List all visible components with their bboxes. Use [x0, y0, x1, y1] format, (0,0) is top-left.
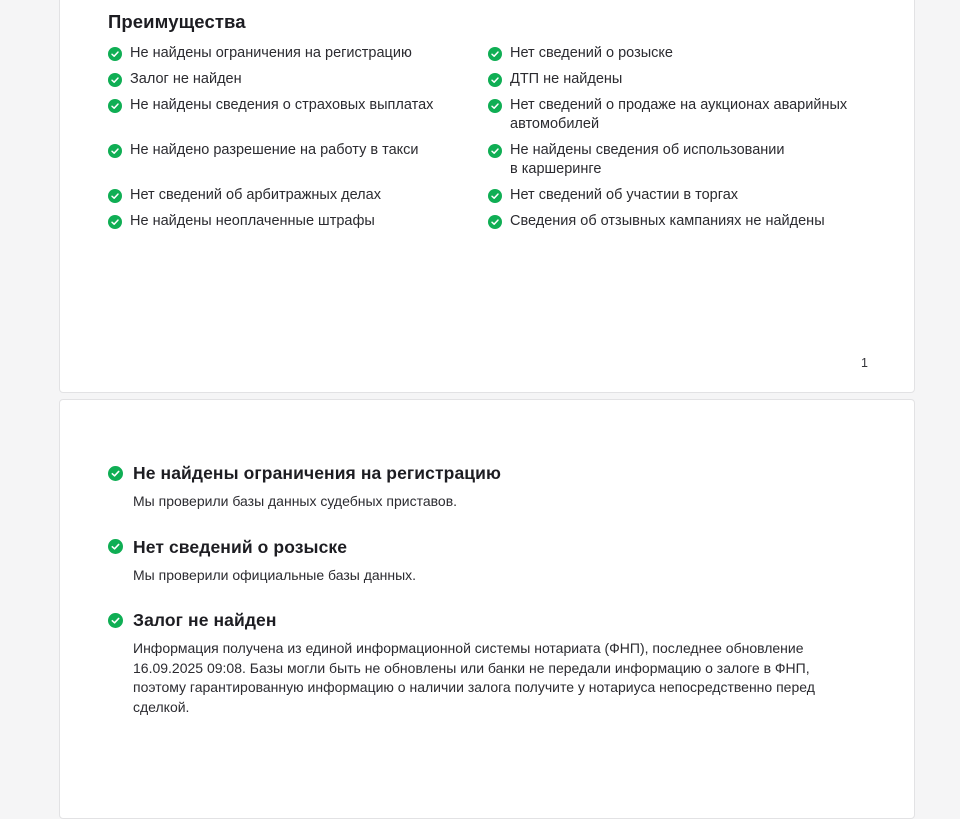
advantages-title: Преимущества	[108, 11, 246, 32]
check-circle-icon	[108, 613, 123, 628]
advantage-label: Залог не найден	[130, 71, 242, 87]
advantage-label: Не найдены сведения о страховых выплатах	[130, 97, 434, 113]
advantage-item	[488, 70, 868, 89]
detail-section-body: Информация получена из единой информационной системы нотариата (ФНП), последнее обновление 16.09.2025 09:08. Базы могли быть не обновлены или банки не передали информацию о залоге в ФНП, поэтому гарантированную информацию о наличии залога получите у нотариуса непосредственно перед сделкой.	[133, 640, 815, 715]
advantages-row	[108, 44, 868, 63]
detail-section	[108, 609, 868, 717]
check-circle-icon	[108, 99, 122, 113]
check-circle-icon	[108, 189, 122, 203]
advantage-item	[108, 212, 488, 231]
advantage-item	[488, 141, 868, 179]
report-page-2	[59, 399, 915, 819]
detail-section-body: Мы проверили официальные базы данных.	[133, 566, 417, 583]
advantage-item	[488, 186, 868, 205]
report-page-1	[59, 0, 915, 393]
check-circle-icon	[108, 144, 122, 158]
check-circle-icon	[108, 215, 122, 229]
advantages-row	[108, 70, 868, 89]
detail-section-body: Мы проверили базы данных судебных приставов.	[133, 493, 458, 509]
advantage-item	[488, 44, 868, 63]
detail-section	[108, 462, 868, 512]
check-circle-icon	[488, 47, 502, 61]
advantages-list	[108, 44, 868, 231]
advantage-label: Нет сведений о розыске	[510, 45, 673, 61]
advantage-item	[108, 186, 488, 205]
check-circle-icon	[108, 47, 122, 61]
advantage-label: Не найдено разрешение на работу в такси	[130, 142, 419, 158]
advantage-label: Не найдены сведения об использовании в каршеринге	[510, 142, 785, 177]
advantages-row	[108, 212, 868, 231]
check-circle-icon	[108, 539, 123, 554]
advantage-label: Сведения об отзывных кампаниях не найдены	[510, 213, 825, 229]
advantage-label: Нет сведений об участии в торгах	[510, 187, 739, 203]
advantage-label: Не найдены ограничения на регистрацию	[130, 45, 412, 61]
advantage-item	[108, 70, 488, 89]
advantage-item	[488, 212, 868, 231]
detail-section-head	[108, 609, 868, 631]
detail-section	[108, 536, 868, 586]
detail-section-head	[108, 462, 868, 484]
advantage-label: Нет сведений об арбитражных делах	[130, 187, 381, 203]
advantage-item	[108, 141, 488, 179]
advantages-row	[108, 186, 868, 205]
check-circle-icon	[488, 99, 502, 113]
detail-section-title: Не найдены ограничения на регистрацию	[133, 463, 502, 483]
advantage-label: Нет сведений о продаже на аукционах аварийных автомобилей	[510, 97, 848, 132]
advantage-label: Не найдены неоплаченные штрафы	[130, 213, 375, 229]
advantages-row	[108, 141, 868, 179]
page-number: 1	[861, 356, 868, 370]
check-circle-icon	[488, 215, 502, 229]
advantage-item	[488, 96, 868, 134]
detail-section-title: Залог не найден	[133, 610, 277, 630]
check-circle-icon	[108, 466, 123, 481]
advantages-row	[108, 96, 868, 134]
advantage-item	[108, 44, 488, 63]
advantage-item	[108, 96, 488, 134]
advantage-label: ДТП не найдены	[510, 71, 623, 87]
detail-section-head	[108, 536, 868, 558]
check-circle-icon	[488, 144, 502, 158]
check-circle-icon	[488, 73, 502, 87]
check-circle-icon	[488, 189, 502, 203]
detail-section-title: Нет сведений о розыске	[133, 536, 348, 557]
check-circle-icon	[108, 73, 122, 87]
